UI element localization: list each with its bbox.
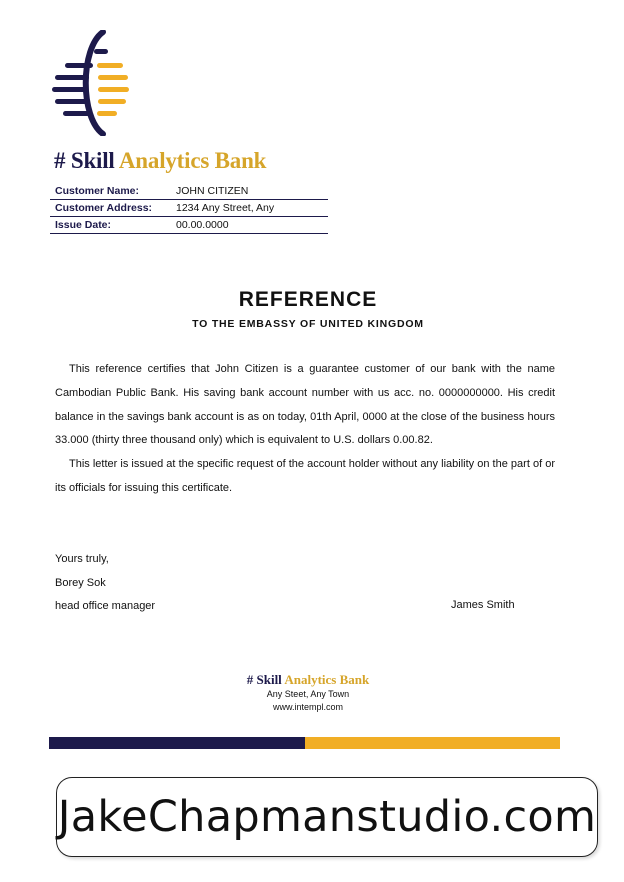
footer-website: www.intempl.com bbox=[272, 702, 344, 712]
footer bbox=[0, 672, 616, 714]
reference-subtitle: TO THE EMBASSY OF UNITED KINGDOM bbox=[192, 318, 424, 330]
reference-body bbox=[55, 358, 555, 501]
signer-name: Borey Sok bbox=[55, 576, 106, 589]
customer-address-value: 1234 Any Street, Any bbox=[176, 202, 275, 214]
reference-paragraph-2: This letter is issued at the specific request of the account holder without any liability on the part of or its officials for issuing this certificate. bbox=[55, 458, 555, 494]
bank-name bbox=[54, 148, 266, 174]
customer-name-value: JOHN CITIZEN bbox=[176, 185, 249, 197]
watermark-banner: JakeChapmanstudio.com bbox=[56, 777, 598, 857]
customer-address-label: Customer Address: bbox=[55, 202, 153, 214]
table-row bbox=[50, 217, 328, 234]
table-row bbox=[50, 200, 328, 217]
issue-date-label: Issue Date: bbox=[55, 219, 112, 231]
bank-name-part1: # Skill bbox=[54, 148, 115, 173]
second-signer-name: James Smith bbox=[451, 599, 515, 611]
bank-logo-icon bbox=[52, 30, 132, 136]
customer-name-label: Customer Name: bbox=[55, 185, 140, 197]
footer-bar-navy bbox=[49, 737, 305, 749]
table-row bbox=[50, 183, 328, 200]
footer-bank-name-part1: # Skill bbox=[246, 672, 282, 687]
reference-title: REFERENCE bbox=[238, 288, 378, 311]
signer-title: head office manager bbox=[55, 600, 156, 612]
footer-bank-name bbox=[0, 672, 616, 688]
bank-name-part2: Analytics Bank bbox=[118, 148, 267, 173]
customer-info-table bbox=[50, 183, 328, 234]
closing-block bbox=[55, 548, 155, 619]
footer-bank-name-part2: Analytics Bank bbox=[284, 672, 370, 687]
footer-address: Any Steet, Any Town bbox=[266, 689, 350, 699]
closing-salutation: Yours truly, bbox=[55, 553, 109, 565]
issue-date-value: 00.00.0000 bbox=[176, 219, 229, 231]
reference-paragraph-1: This reference certifies that John Citizen is a guarantee customer of our bank with the name Cambodian Public Bank. His saving bank account number with us acc. no. 0000000000. His credit balance in the savings bank account is as on today, 01th April, 0000 at the close of the business hours 33.000 (thirty three thousand only) which is equivalent to U.S. dollars 0.00.82. bbox=[55, 363, 555, 447]
footer-bar-gold bbox=[305, 737, 560, 749]
